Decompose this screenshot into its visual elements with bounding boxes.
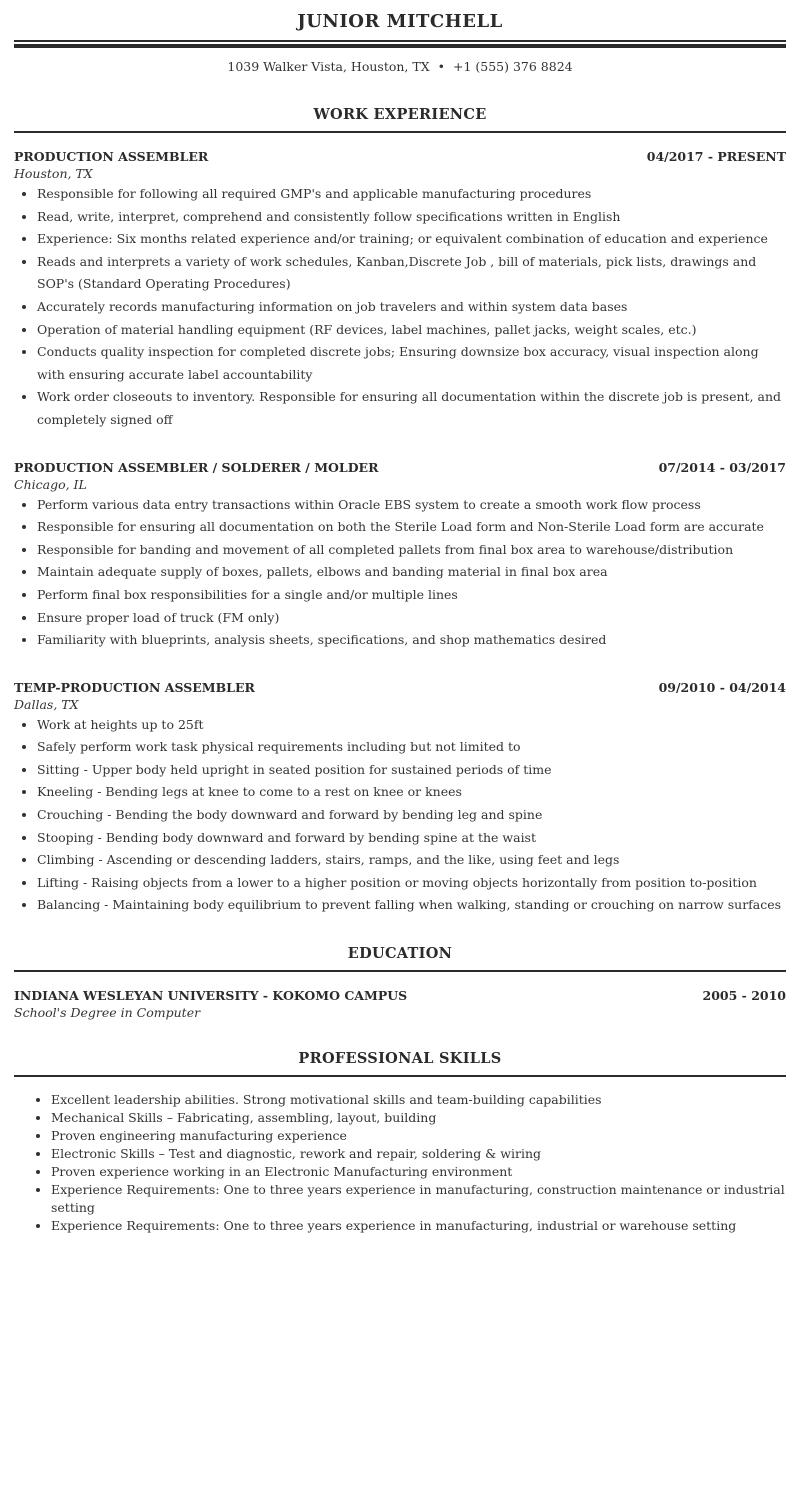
job-entry <box>14 460 786 652</box>
job-bullet: • Climbing - Ascending or descending ladders, stairs, ramps, and the like, using feet and legs <box>37 849 786 872</box>
skills-list <box>14 1091 786 1235</box>
work-experience-divider <box>14 131 786 133</box>
job-bullet: • Responsible for banding and movement of all completed pallets from final box area to warehouse/distribution <box>37 539 786 562</box>
skill-item: • Electronic Skills – Test and diagnostic, rework and repair, soldering & wiring <box>51 1145 786 1163</box>
job-bullet: • Sitting - Upper body held upright in seated position for sustained periods of time <box>37 759 786 782</box>
job-bullet: • Reads and interprets a variety of work schedules, Kanban,Discrete Job , bill of materials, pick lists, drawings and SOP's (Standard Operating Procedures) <box>37 251 786 296</box>
contact-separator: • <box>437 59 445 74</box>
job-bullets <box>14 183 786 432</box>
skills-divider <box>14 1075 786 1077</box>
job-bullet: • Read, write, interpret, comprehend and consistently follow specifications written in English <box>37 206 786 229</box>
job-bullet: • Safely perform work task physical requirements including but not limited to <box>37 736 786 759</box>
job-bullet: • Accurately records manufacturing information on job travelers and within system data bases <box>37 296 786 319</box>
education-header <box>14 988 786 1004</box>
job-bullet: • Balancing - Maintaining body equilibrium to prevent falling when walking, standing or crouching on narrow surfaces <box>37 894 786 917</box>
job-bullet: • Maintain adequate supply of boxes, pallets, elbows and banding material in final box area <box>37 561 786 584</box>
skills-section <box>14 1050 786 1235</box>
education-divider <box>14 970 786 972</box>
job-location: Houston, TX <box>14 166 93 181</box>
skill-item: • Excellent leadership abilities. Strong motivational skills and team-building capabilities <box>51 1091 786 1109</box>
job-dates: 04/2017 - PRESENT <box>646 149 786 164</box>
contact-phone: +1 (555) 376 8824 <box>452 59 573 74</box>
skills-title: PROFESSIONAL SKILLS <box>298 1050 502 1068</box>
job-bullet: • Work order closeouts to inventory. Responsible for ensuring all documentation within the discrete job is present, and completely signed off <box>37 386 786 431</box>
job-title: PRODUCTION ASSEMBLER <box>14 149 209 164</box>
skill-item: • Experience Requirements: One to three years experience in manufacturing, construction maintenance or industrial setting <box>51 1181 786 1217</box>
education-dates: 2005 - 2010 <box>702 988 786 1004</box>
skill-item: • Proven engineering manufacturing experience <box>51 1127 786 1145</box>
job-location: Dallas, TX <box>14 696 79 712</box>
job-entry <box>14 680 786 917</box>
job-bullet: • Crouching - Bending the body downward and forward by bending leg and spine <box>37 804 786 827</box>
job-entry <box>14 149 786 432</box>
job-bullet: • Lifting - Raising objects from a lower to a higher position or moving objects horizontally from position to-position <box>37 872 786 895</box>
job-bullet: • Stooping - Bending body downward and forward by bending spine at the waist <box>37 827 786 850</box>
skill-item: • Proven experience working in an Electronic Manufacturing environment <box>51 1163 786 1181</box>
job-bullet: • Perform final box responsibilities for a single and/or multiple lines <box>37 584 786 607</box>
resume-page <box>14 0 786 1235</box>
job-bullet: • Conducts quality inspection for completed discrete jobs; Ensuring downsize box accuracy, visual inspection along with ensuring accurate label accountability <box>37 341 786 386</box>
job-bullet: • Ensure proper load of truck (FM only) <box>37 607 786 630</box>
work-experience-title: WORK EXPERIENCE <box>313 106 487 123</box>
education-degree: School's Degree in Computer <box>14 1005 201 1021</box>
job-dates: 09/2010 - 04/2014 <box>658 679 786 695</box>
skill-item: • Mechanical Skills – Fabricating, assembling, layout, building <box>51 1109 786 1127</box>
job-bullets <box>14 714 786 917</box>
job-header <box>14 460 786 476</box>
job-location: Chicago, IL <box>14 476 87 492</box>
job-title: TEMP-PRODUCTION ASSEMBLER <box>14 679 255 695</box>
job-bullet: • Operation of material handling equipment (RF devices, label machines, pallet jacks, weight scales, etc.) <box>37 319 786 342</box>
job-bullet: • Responsible for following all required GMP's and applicable manufacturing procedures <box>37 183 786 206</box>
education-section <box>14 945 786 1022</box>
job-header <box>14 680 786 696</box>
candidate-name: JUNIOR MITCHELL <box>297 11 503 32</box>
job-header <box>14 149 786 165</box>
skill-item: • Experience Requirements: One to three years experience in manufacturing, industrial or warehouse setting <box>51 1217 786 1235</box>
job-bullet: • Perform various data entry transactions within Oracle EBS system to create a smooth work flow process <box>37 494 786 517</box>
job-dates: 07/2014 - 03/2017 <box>658 459 786 475</box>
job-bullet: • Experience: Six months related experience and/or training; or equivalent combination of education and experience <box>37 228 786 251</box>
job-bullet: • Kneeling - Bending legs at knee to come to a rest on knee or knees <box>37 781 786 804</box>
work-experience-section <box>14 106 786 917</box>
contact-line <box>14 59 786 75</box>
name-divider-thick <box>14 44 786 48</box>
contact-address: 1039 Walker Vista, Houston, TX <box>227 59 430 74</box>
school-name: INDIANA WESLEYAN UNIVERSITY - KOKOMO CAMPUS <box>14 988 408 1004</box>
job-bullet: • Familiarity with blueprints, analysis sheets, specifications, and shop mathematics desired <box>37 629 786 652</box>
job-bullets <box>14 494 786 652</box>
name-divider-thin <box>14 40 786 42</box>
education-entry <box>14 988 786 1022</box>
job-title: PRODUCTION ASSEMBLER / SOLDERER / MOLDER <box>14 459 379 475</box>
education-title: EDUCATION <box>347 945 453 963</box>
job-bullet: • Responsible for ensuring all documentation on both the Sterile Load form and Non-Sterile Load form are accurate <box>37 516 786 539</box>
job-bullet: • Work at heights up to 25ft <box>37 714 786 737</box>
